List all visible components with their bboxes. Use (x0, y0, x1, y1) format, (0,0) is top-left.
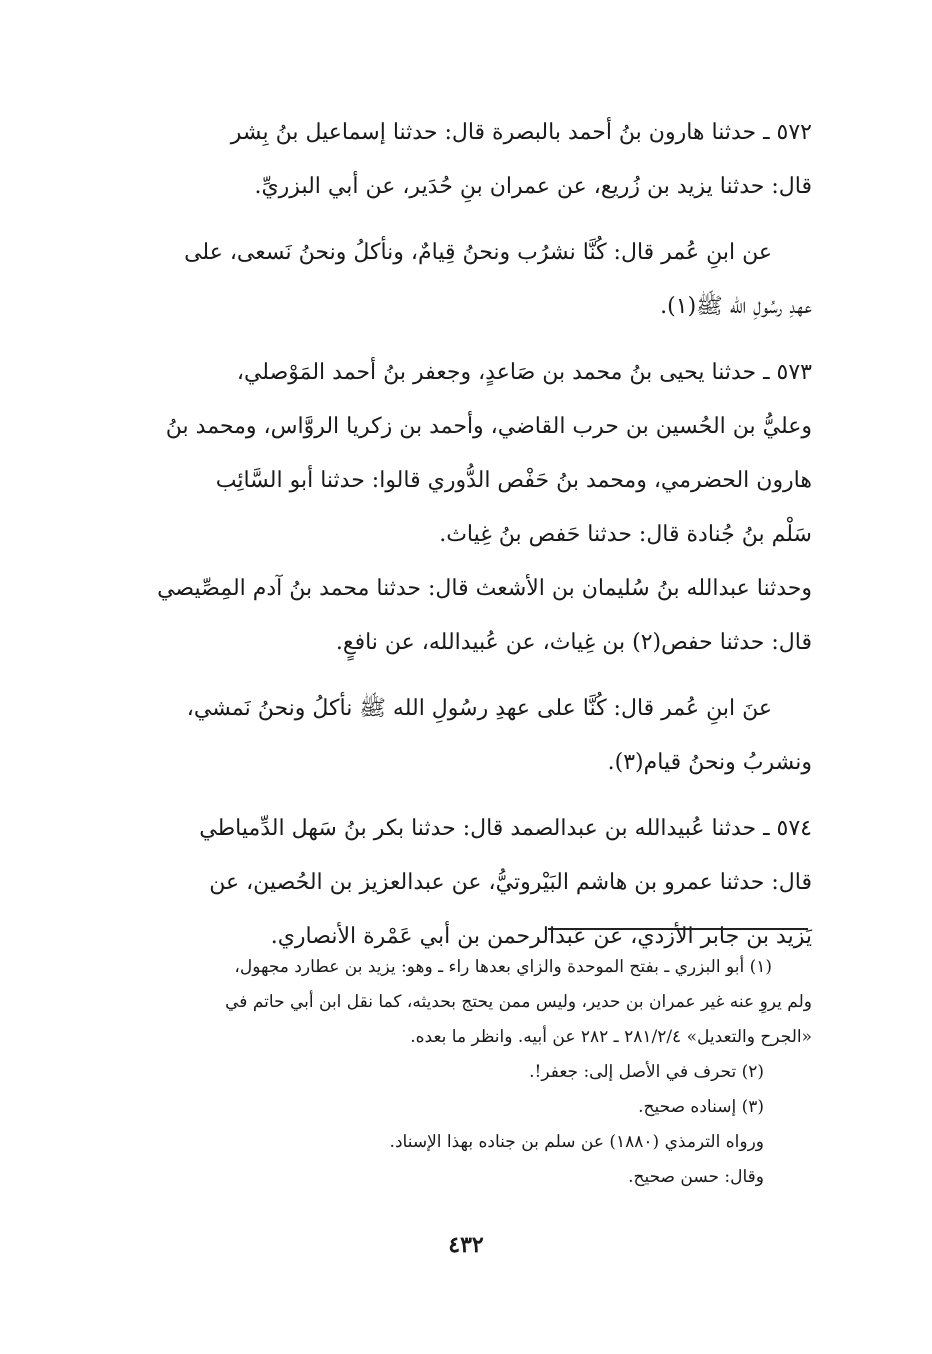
hadith-573 (118, 346, 812, 790)
footnotes (118, 950, 812, 1195)
text-line: ٥٧٤ ـ حدثنا عُبيدالله بن عبدالصمد قال: حدثنا بكر بنُ سَهل الدِّمياطي (199, 816, 812, 841)
text-line: قال: حدثنا يزيد بن زُريع، عن عمران بنِ حُدَير، عن أبي البزريِّ. (254, 174, 812, 199)
text-line: ٥٧٣ ـ حدثنا يحيى بنُ محمد بن صَاعدٍ، وجعفر بنُ أحمد المَوْصلي، (236, 360, 812, 385)
footnote-3-line: (٣) إسناده صحيح. (638, 1097, 764, 1117)
text-line: يَزيد بن جابر الأزدي، عن عَبدالرحمن بن أبي عَمْرة الأنصاري. (270, 924, 812, 949)
text-line: عنَ ابنِ عُمر قال: كُنَّا على عهدِ رسُولِ الله ﷺ نأكلُ ونحنُ نَمشي، (186, 696, 772, 721)
page-number: ٤٣٢ (448, 1232, 484, 1258)
footnote-1-line: «الجرح والتعديل» ٢٨١/٢/٤ ـ ٢٨٢ عن أبيه. وانظر ما بعده. (410, 1027, 812, 1047)
footnote-3-line: وقال: حسن صحيح. (628, 1167, 764, 1187)
footnote-3-line: ورواه الترمذي (١٨٨٠) عن سلم بن جناده بهذا الإسناد. (389, 1132, 764, 1152)
footnote-1-line: (١) أبو البزري ـ بفتح الموحدة والزاي بعدها راء ـ وهو: يزيد بن عطارد مجهول، (234, 957, 772, 977)
text-line: سَلْم بنُ جُنادة قال: حدثنا حَفص بنُ غِياث. (439, 522, 812, 547)
hadith-572 (118, 106, 812, 334)
footnote-2: (٢) تحرف في الأصل إلى: جعفر!. (529, 1062, 764, 1082)
text-line: ٥٧٢ ـ حدثنا هارون بنُ أحمد بالبصرة قال: حدثنا إسماعيل بنُ بِشر (230, 120, 812, 145)
main-text (118, 106, 812, 964)
text-line: وحدثنا عبدالله بنُ سُليمان بن الأشعث قال: حدثنا محمد بنُ آدم المِصِّيصي (157, 576, 812, 601)
text-line: هارون الحضرمي، ومحمد بنُ حَفْص الدُّوري قالوا: حدثنا أبو السَّائِب (215, 468, 812, 493)
text-line: ونشربُ ونحنُ قيام(٣). (607, 750, 812, 775)
text-line: عهدِ رسُولِ الله ﷺ(١). (660, 294, 812, 319)
footnote-1-line: ولم يروِ عنه غير عمران بن حدير، وليس ممن يحتج بحديثه، كما نقل ابن أبي حاتم في (225, 992, 812, 1012)
hadith-574 (118, 802, 812, 964)
text-line: قال: حدثنا عمرو بن هاشم البَيْروتيُّ، عن عبدالعزيز بن الحُصين، عن (209, 870, 812, 895)
text-line: عن ابنِ عُمر قال: كُنَّا نشرُب ونحنُ قِيامٌ، ونأكلُ ونحنُ نَسعى، على (184, 240, 772, 265)
text-line: قال: حدثنا حفص(٢) بن غِياث، عن عُبيدالله، عن نافعٍ. (335, 630, 812, 655)
text-line: وعليُّ بن الحُسين بن حرب القاضي، وأحمد بن زكريا الروَّاس، ومحمد بنُ (165, 414, 812, 439)
footnote-divider (548, 928, 808, 930)
